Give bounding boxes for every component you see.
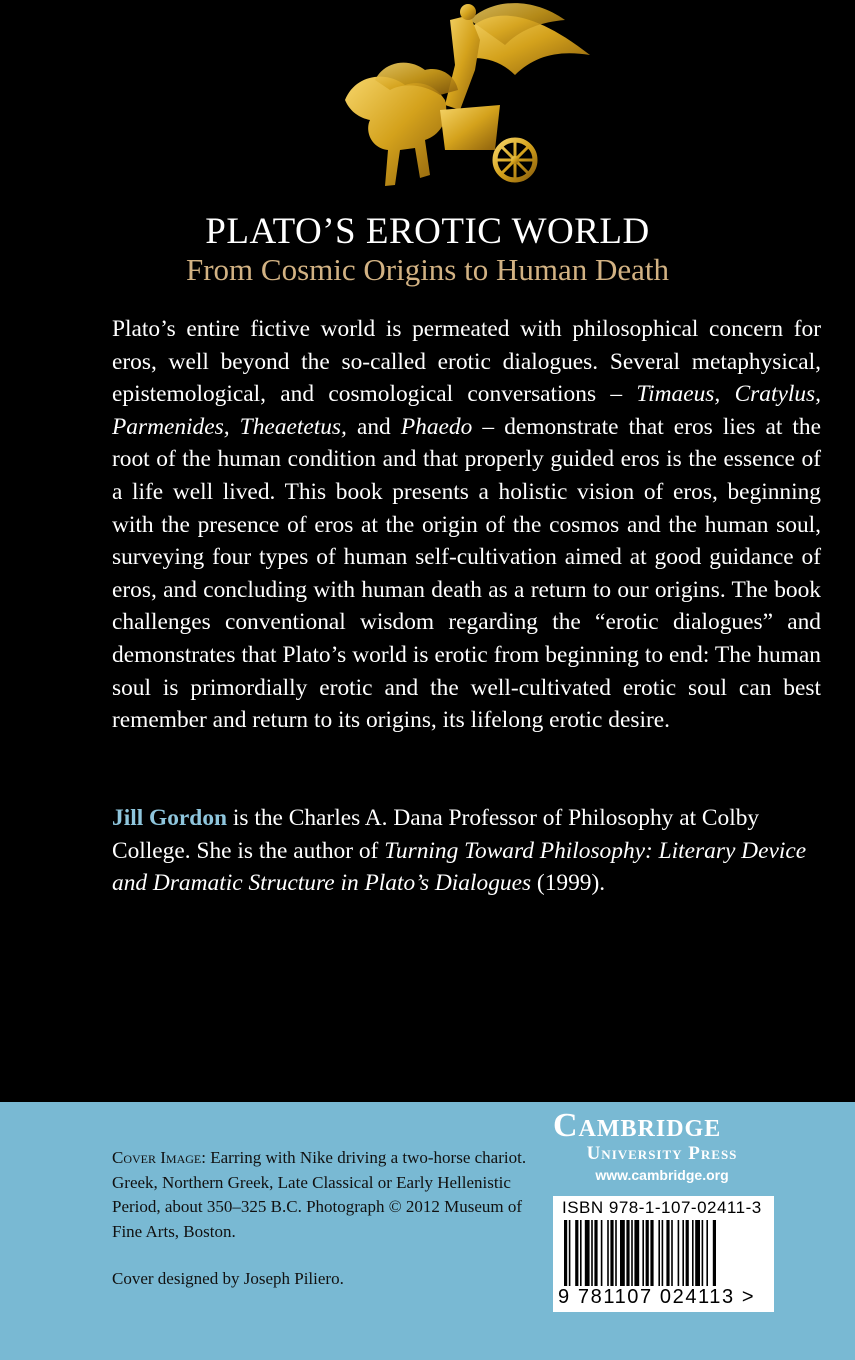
barcode-bar bbox=[678, 1220, 680, 1286]
publisher-name: Cambridge bbox=[553, 1107, 722, 1144]
barcode-bar bbox=[591, 1220, 593, 1286]
barcode-bar bbox=[575, 1220, 578, 1286]
cover-image-text: Earring with Nike driving a two-horse chariot. Greek, Northern Greek, Late Classical or Early Hellenistic Period, about 350–325 B.C. Photograph © 2012 Museum of Fine Arts, Boston. bbox=[112, 1148, 527, 1241]
publisher-url: www.cambridge.org bbox=[595, 1167, 729, 1183]
cover-image-label: Cover Image: bbox=[112, 1148, 206, 1167]
isbn-label: ISBN 978-1-107-02411-3 bbox=[562, 1198, 762, 1217]
barcode-bar bbox=[662, 1220, 664, 1286]
barcode-bar bbox=[646, 1220, 649, 1286]
designer-credit: Cover designed by Joseph Piliero. bbox=[112, 1269, 344, 1288]
isbn-barcode bbox=[553, 1196, 774, 1312]
book-blurb bbox=[112, 313, 821, 737]
barcode-bar bbox=[706, 1220, 708, 1286]
barcode-bar bbox=[580, 1220, 582, 1286]
publisher-logo bbox=[553, 1108, 775, 1183]
blurb-part: and bbox=[346, 413, 401, 440]
barcode-bar bbox=[610, 1220, 613, 1286]
barcode-bar bbox=[650, 1220, 653, 1286]
author-bio bbox=[112, 802, 821, 900]
barcode-bar bbox=[564, 1220, 567, 1286]
barcode-bars bbox=[564, 1220, 764, 1286]
barcode-bar bbox=[601, 1220, 603, 1286]
barcode-bar bbox=[702, 1220, 704, 1286]
barcode-bar bbox=[569, 1220, 571, 1286]
barcode-bar bbox=[695, 1220, 700, 1286]
blurb-part: – demonstrate that eros lies at the root of the human condition and that properly guided eros is the essence of a life well lived. This book presents a holistic vision of eros, beginning with the presence of eros at the origin of the cosmos and the human soul, surveying four types of human self-cultivation aimed at good guidance of eros, and concluding with human death as a return to our origins. The book challenges conventional wisdom regarding the “erotic dialogues” and demonstrates that Plato’s world is erotic from beginning to end: The human soul is primordially erotic and the well-cultivated erotic soul can best remember and return to its origins, its lifelong erotic desire. bbox=[112, 413, 821, 734]
barcode-bar bbox=[631, 1220, 633, 1286]
blurb-part: Plato’s entire fictive world is permeated with philosophical concern for eros, well beyond the so-called erotic dialogues. Several metaphysical, epistemological, and cosmological conversations – bbox=[112, 316, 821, 408]
book-subtitle: From Cosmic Origins to Human Death bbox=[185, 252, 670, 287]
barcode-bar bbox=[671, 1220, 673, 1286]
cover-image-credit bbox=[112, 1146, 542, 1244]
barcode-bar bbox=[642, 1220, 644, 1286]
bio-text: (1999). bbox=[531, 870, 606, 897]
barcode-bar bbox=[585, 1220, 590, 1286]
barcode-bar bbox=[634, 1220, 639, 1286]
blurb-dialogue-titles: Timaeus, Cratylus, Parmenides, Theaetetus, bbox=[112, 381, 821, 440]
blurb-dialogue-title: Phaedo bbox=[400, 413, 473, 440]
barcode-bar bbox=[658, 1220, 660, 1286]
barcode-bar bbox=[620, 1220, 625, 1286]
cover-artwork bbox=[330, 0, 600, 200]
barcode-bar bbox=[682, 1220, 684, 1286]
barcode-bar bbox=[615, 1220, 617, 1286]
publisher-subname: University Press bbox=[586, 1143, 738, 1164]
barcode-bar bbox=[626, 1220, 629, 1286]
barcode-digits: 9 781107 024113 > bbox=[558, 1286, 756, 1308]
barcode-bar bbox=[713, 1220, 716, 1286]
barcode-bar bbox=[666, 1220, 669, 1286]
barcode-bar bbox=[594, 1220, 597, 1286]
book-title: PLATO’S EROTIC WORLD bbox=[205, 211, 650, 252]
golden-chariot-earring-icon bbox=[330, 0, 600, 200]
barcode-bar bbox=[692, 1220, 694, 1286]
barcode-bar bbox=[686, 1220, 689, 1286]
author-name: Jill Gordon bbox=[112, 805, 228, 831]
bio-book-title: Turning Toward Philosophy: Literary Device and Dramatic Structure in Plato’s Dialogues bbox=[112, 837, 807, 897]
barcode-bar bbox=[607, 1220, 609, 1286]
bio-text: is the Charles A. Dana Professor of Philosophy at Colby College. She is the author of bbox=[112, 805, 760, 864]
